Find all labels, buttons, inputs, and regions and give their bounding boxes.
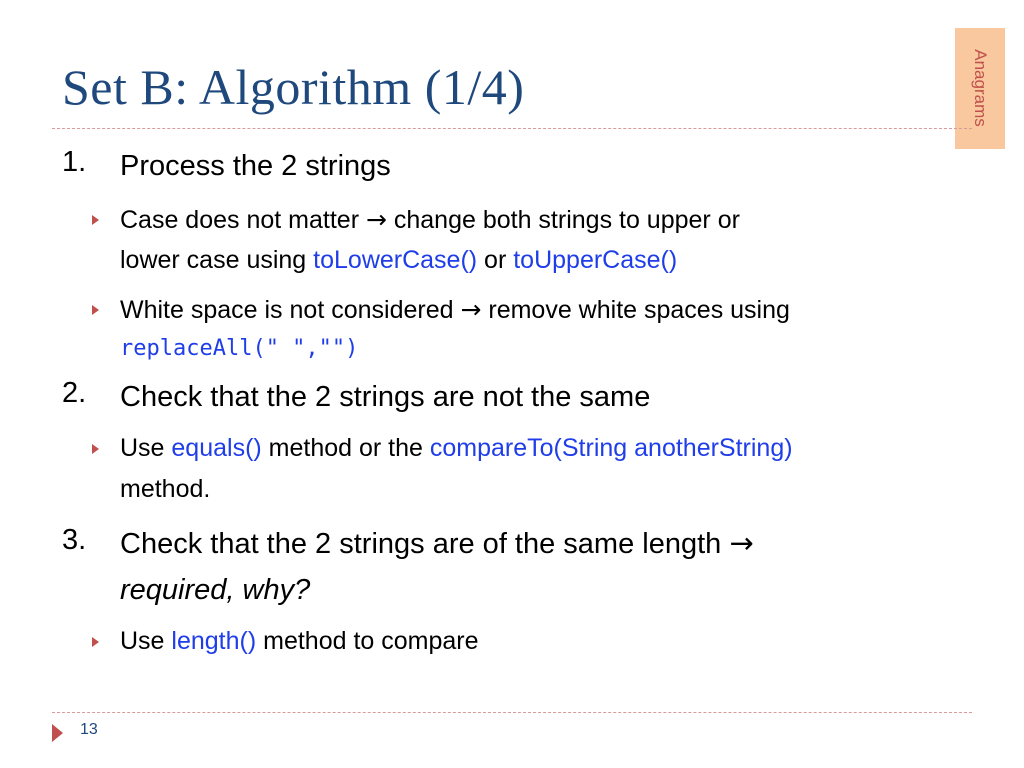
subitem-3a-line1: Use length() method to compare (120, 627, 479, 655)
item-text-3: Check that the 2 strings are of the same length → (120, 526, 754, 560)
slide-title: Set B: Algorithm (1/4) (62, 59, 525, 115)
subitem-1a-line2: lower case using toLowerCase() or toUpperCase() (120, 246, 678, 274)
side-tab-label: Anagrams (971, 49, 990, 127)
code-length: length() (171, 627, 257, 655)
arrow-icon: → (729, 526, 754, 560)
item-text-3-line2: required, why? (120, 574, 311, 606)
code-replaceall: replaceAll(" ","") (120, 336, 359, 361)
footer-divider (52, 712, 972, 713)
title-divider (52, 128, 972, 129)
subitem-1b-line2 (120, 327, 358, 369)
bullet-3a (92, 637, 99, 647)
item-text-1: Process the 2 strings (120, 150, 391, 182)
side-tab (955, 28, 1005, 149)
code-touppercase: toUpperCase() (513, 246, 678, 274)
subitem-1a-line1: Case does not matter → change both strings to upper or (120, 205, 740, 234)
code-equals: equals() (171, 434, 262, 462)
page-number: 13 (80, 721, 98, 738)
footer-triangle-icon (52, 724, 63, 742)
item-number-3: 3. (62, 524, 87, 556)
subitem-2a-line2: method. (120, 475, 211, 503)
arrow-icon: → (365, 205, 387, 234)
item-number-2: 2. (62, 377, 87, 409)
item-number-1: 1. (62, 146, 87, 178)
subitem-1b-line1: White space is not considered → remove white spaces using (120, 295, 790, 324)
subitem-2a-line1: Use equals() method or the compareTo(String anotherString) (120, 434, 793, 462)
bullet-1a (92, 215, 99, 225)
bullet-2a (92, 444, 99, 454)
code-compareto: compareTo(String anotherString) (429, 434, 793, 462)
bullet-1b (92, 305, 99, 315)
item-text-2: Check that the 2 strings are not the same (120, 381, 651, 413)
code-tolowercase: toLowerCase() (313, 246, 478, 274)
arrow-icon: → (460, 295, 482, 324)
